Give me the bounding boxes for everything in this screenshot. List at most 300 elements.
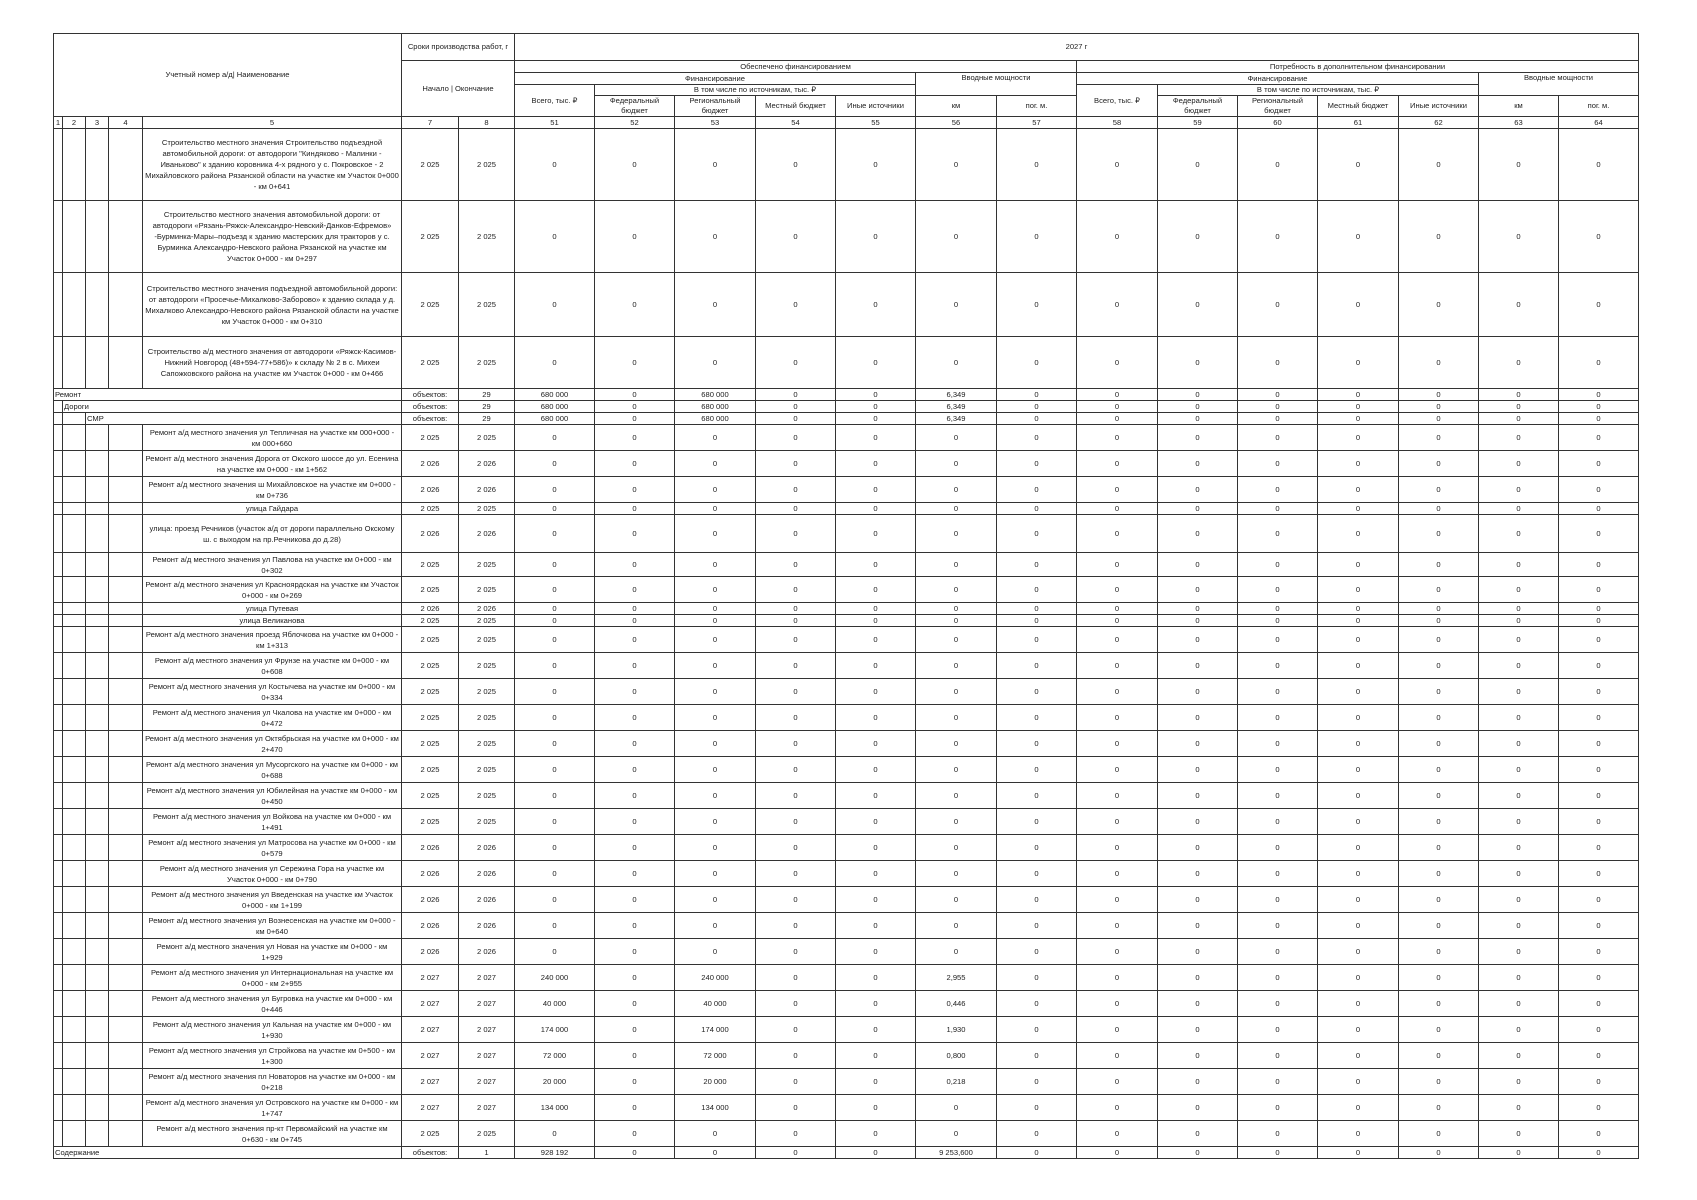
- group-row: [54, 401, 1639, 413]
- value-cell: 0: [756, 835, 836, 861]
- value-cell: 0: [997, 615, 1077, 627]
- value-cell: 0: [836, 413, 916, 425]
- empty-cell: [109, 577, 143, 603]
- value-cell: 0: [1077, 1121, 1158, 1147]
- value-cell: 0: [756, 861, 836, 887]
- value-cell: 0: [1318, 615, 1399, 627]
- empty-cell: [63, 413, 86, 425]
- value-cell: 0: [756, 477, 836, 503]
- empty-cell: [63, 861, 86, 887]
- table-row: [54, 653, 1639, 679]
- value-cell: 0: [595, 577, 675, 603]
- value-cell: 0: [675, 705, 756, 731]
- value-cell: 0: [1399, 1095, 1479, 1121]
- value-cell: 0: [836, 389, 916, 401]
- value-cell: 0: [1158, 615, 1238, 627]
- object-name: Ремонт а/д местного значения ул Интернациональная на участке км 0+000 - км 2+955: [143, 965, 402, 991]
- value-cell: 0: [997, 1017, 1077, 1043]
- empty-cell: [109, 1121, 143, 1147]
- value-cell: 0: [515, 809, 595, 835]
- value-cell: 0: [756, 503, 836, 515]
- value-cell: 0: [1399, 273, 1479, 337]
- value-cell: 0: [1559, 451, 1639, 477]
- empty-cell: [63, 1017, 86, 1043]
- value-cell: 0: [1158, 1095, 1238, 1121]
- empty-cell: [63, 679, 86, 705]
- value-cell: 0: [1077, 515, 1158, 553]
- object-name: Ремонт а/д местного значения ул Чкалова на участке км 0+000 - км 0+472: [143, 705, 402, 731]
- value-cell: 0: [515, 425, 595, 451]
- empty-cell: [109, 1043, 143, 1069]
- table-row: [54, 861, 1639, 887]
- column-number: 57: [997, 117, 1077, 129]
- value-cell: 134 000: [515, 1095, 595, 1121]
- value-cell: 0: [1479, 201, 1559, 273]
- column-number: 51: [515, 117, 595, 129]
- value-cell: 0: [1559, 603, 1639, 615]
- empty-cell: [63, 653, 86, 679]
- object-name: Ремонт а/д местного значения ул Кальная на участке км 0+000 - км 1+930: [143, 1017, 402, 1043]
- empty-cell: [54, 809, 63, 835]
- empty-cell: [63, 451, 86, 477]
- empty-cell: [54, 201, 63, 273]
- empty-cell: [109, 965, 143, 991]
- value-cell: 0: [1559, 413, 1639, 425]
- value-cell: 0: [675, 913, 756, 939]
- value-cell: 0: [1318, 887, 1399, 913]
- header-total-secured: Всего, тыс. ₽: [515, 85, 595, 117]
- value-cell: 0: [1559, 939, 1639, 965]
- value-cell: 0: [515, 577, 595, 603]
- value-cell: 0: [1158, 515, 1238, 553]
- value-cell: 0: [1318, 627, 1399, 653]
- value-cell: 0: [916, 273, 997, 337]
- start-year: 2 025: [402, 615, 459, 627]
- header-financing-need: Финансирование: [1077, 73, 1479, 85]
- header-terms: Сроки производства работ, г: [402, 34, 515, 61]
- value-cell: 0: [997, 553, 1077, 577]
- value-cell: 0: [1479, 757, 1559, 783]
- empty-cell: [86, 965, 109, 991]
- empty-cell: [109, 451, 143, 477]
- value-cell: 0: [1158, 413, 1238, 425]
- table-row: [54, 913, 1639, 939]
- empty-cell: [54, 783, 63, 809]
- value-cell: 0: [595, 627, 675, 653]
- value-cell: 0: [1559, 1147, 1639, 1159]
- value-cell: 0: [916, 603, 997, 615]
- value-cell: 0: [1318, 201, 1399, 273]
- object-name: Ремонт а/д местного значения ул Вознесенская на участке км 0+000 - км 0+640: [143, 913, 402, 939]
- empty-cell: [63, 425, 86, 451]
- value-cell: 0: [515, 653, 595, 679]
- value-cell: 0: [756, 809, 836, 835]
- value-cell: 0: [997, 1095, 1077, 1121]
- value-cell: 0: [997, 679, 1077, 705]
- start-year: 2 027: [402, 1095, 459, 1121]
- value-cell: 0: [1399, 515, 1479, 553]
- empty-cell: [86, 1121, 109, 1147]
- value-cell: 0: [675, 809, 756, 835]
- start-year: 2 025: [402, 201, 459, 273]
- value-cell: 0: [1399, 757, 1479, 783]
- value-cell: 0: [997, 451, 1077, 477]
- value-cell: 0: [836, 809, 916, 835]
- column-number: 59: [1158, 117, 1238, 129]
- table-row: [54, 757, 1639, 783]
- table-row: [54, 1069, 1639, 1095]
- empty-cell: [109, 425, 143, 451]
- value-cell: 0: [1158, 731, 1238, 757]
- value-cell: 0: [515, 939, 595, 965]
- empty-cell: [109, 731, 143, 757]
- table-row: [54, 1043, 1639, 1069]
- value-cell: 0: [1077, 783, 1158, 809]
- value-cell: 0: [1399, 627, 1479, 653]
- value-cell: 0: [756, 679, 836, 705]
- start-year: 2 026: [402, 451, 459, 477]
- empty-cell: [54, 129, 63, 201]
- table-row: [54, 615, 1639, 627]
- value-cell: 0: [997, 913, 1077, 939]
- value-cell: 0: [1479, 615, 1559, 627]
- value-cell: 0: [595, 401, 675, 413]
- value-cell: 0,446: [916, 991, 997, 1017]
- value-cell: 0: [836, 273, 916, 337]
- value-cell: 0: [1158, 425, 1238, 451]
- value-cell: 0: [1318, 603, 1399, 615]
- group-label: Содержание: [54, 1147, 402, 1159]
- value-cell: 0: [1158, 477, 1238, 503]
- empty-cell: [63, 783, 86, 809]
- empty-cell: [86, 627, 109, 653]
- value-cell: 0: [756, 757, 836, 783]
- value-cell: 0: [675, 603, 756, 615]
- value-cell: 0: [836, 835, 916, 861]
- table-row: [54, 627, 1639, 653]
- value-cell: 134 000: [675, 1095, 756, 1121]
- value-cell: 0: [1479, 603, 1559, 615]
- end-year: 2 027: [459, 1069, 515, 1095]
- value-cell: 0: [1238, 861, 1318, 887]
- header-pm-secured: пог. м.: [997, 96, 1077, 117]
- start-year: 2 025: [402, 653, 459, 679]
- value-cell: 0: [1559, 615, 1639, 627]
- start-year: 2 027: [402, 1017, 459, 1043]
- value-cell: 0: [1318, 413, 1399, 425]
- value-cell: 0: [1077, 627, 1158, 653]
- empty-cell: [54, 553, 63, 577]
- value-cell: 0: [836, 887, 916, 913]
- value-cell: 0: [1559, 913, 1639, 939]
- table-row: [54, 577, 1639, 603]
- value-cell: 0: [756, 1095, 836, 1121]
- empty-cell: [54, 939, 63, 965]
- value-cell: 0: [1399, 939, 1479, 965]
- value-cell: 0: [1238, 389, 1318, 401]
- value-cell: 0: [1238, 515, 1318, 553]
- start-year: 2 026: [402, 477, 459, 503]
- table-row: [54, 965, 1639, 991]
- value-cell: 0: [756, 425, 836, 451]
- value-cell: 0: [756, 1069, 836, 1095]
- value-cell: 0: [1559, 337, 1639, 389]
- value-cell: 0: [1077, 809, 1158, 835]
- table-body: [54, 129, 1639, 1159]
- value-cell: 0: [675, 757, 756, 783]
- header-pm-need: пог. м.: [1559, 96, 1639, 117]
- empty-cell: [54, 757, 63, 783]
- empty-cell: [63, 477, 86, 503]
- end-year: 2 025: [459, 553, 515, 577]
- value-cell: 0: [1559, 553, 1639, 577]
- empty-cell: [63, 273, 86, 337]
- value-cell: 0: [595, 835, 675, 861]
- header-capacity-need: Вводные мощности: [1479, 73, 1639, 96]
- empty-cell: [109, 627, 143, 653]
- value-cell: 0: [515, 201, 595, 273]
- empty-cell: [86, 553, 109, 577]
- value-cell: 0: [916, 503, 997, 515]
- value-cell: 680 000: [515, 389, 595, 401]
- value-cell: 0: [1318, 679, 1399, 705]
- end-year: 2 025: [459, 201, 515, 273]
- value-cell: 0: [1479, 515, 1559, 553]
- start-year: 2 026: [402, 887, 459, 913]
- value-cell: 0: [1238, 201, 1318, 273]
- start-year: 2 025: [402, 783, 459, 809]
- object-name: Ремонт а/д местного значения ул Бугровка на участке км 0+000 - км 0+446: [143, 991, 402, 1017]
- value-cell: 0: [515, 757, 595, 783]
- value-cell: 0: [997, 577, 1077, 603]
- header-km-secured: км: [916, 96, 997, 117]
- value-cell: 0: [1238, 1069, 1318, 1095]
- object-name: Ремонт а/д местного значения ул Войкова на участке км 0+000 - км 1+491: [143, 809, 402, 835]
- value-cell: 0: [1559, 653, 1639, 679]
- value-cell: 0: [1318, 861, 1399, 887]
- end-year: 2 025: [459, 679, 515, 705]
- value-cell: 0: [515, 913, 595, 939]
- header-regional-secured: Региональный бюджет: [675, 96, 756, 117]
- value-cell: 0: [595, 653, 675, 679]
- value-cell: 0: [1559, 965, 1639, 991]
- end-year: 2 025: [459, 129, 515, 201]
- value-cell: 0: [675, 1121, 756, 1147]
- object-name: Строительство местного значения автомобильной дороги: от автодороги «Рязань-Ряжск-Александро-Невский-Данков-Ефремов» -Бурминка-Мары–подъезд к зданию мастерских для тракторов у с. Бурминка Александро-Невского района Рязанской на участке км Участок 0+000 - км 0+297: [143, 201, 402, 273]
- start-year: 2 026: [402, 515, 459, 553]
- value-cell: 0: [1559, 679, 1639, 705]
- value-cell: 0: [1238, 783, 1318, 809]
- value-cell: 0: [836, 1095, 916, 1121]
- value-cell: 0: [1077, 653, 1158, 679]
- table-row: [54, 991, 1639, 1017]
- value-cell: 0: [515, 477, 595, 503]
- objects-label: объектов:: [402, 1147, 459, 1159]
- value-cell: 0: [997, 129, 1077, 201]
- value-cell: 0: [595, 731, 675, 757]
- value-cell: 0: [1479, 577, 1559, 603]
- value-cell: 0: [515, 603, 595, 615]
- value-cell: 0: [756, 337, 836, 389]
- value-cell: 0: [1318, 1069, 1399, 1095]
- value-cell: 0: [1158, 913, 1238, 939]
- header-federal-secured: Федеральный бюджет: [595, 96, 675, 117]
- end-year: 2 025: [459, 731, 515, 757]
- value-cell: 0: [675, 861, 756, 887]
- value-cell: 0: [595, 887, 675, 913]
- value-cell: 0: [1479, 809, 1559, 835]
- empty-cell: [63, 991, 86, 1017]
- value-cell: 0: [1318, 515, 1399, 553]
- value-cell: 0: [1318, 705, 1399, 731]
- start-year: 2 025: [402, 757, 459, 783]
- value-cell: 0: [1077, 757, 1158, 783]
- empty-cell: [86, 273, 109, 337]
- objects-label: объектов:: [402, 413, 459, 425]
- value-cell: 0: [997, 991, 1077, 1017]
- empty-cell: [63, 553, 86, 577]
- value-cell: 0: [756, 653, 836, 679]
- value-cell: 0: [515, 783, 595, 809]
- start-year: 2 025: [402, 337, 459, 389]
- empty-cell: [109, 861, 143, 887]
- value-cell: 0: [1479, 129, 1559, 201]
- value-cell: 0: [1559, 1043, 1639, 1069]
- value-cell: 0: [1077, 705, 1158, 731]
- value-cell: 0: [997, 653, 1077, 679]
- table-row: [54, 515, 1639, 553]
- value-cell: 20 000: [515, 1069, 595, 1095]
- end-year: 2 025: [459, 337, 515, 389]
- header-regional-need: Региональный бюджет: [1238, 96, 1318, 117]
- value-cell: 0: [595, 783, 675, 809]
- value-cell: 0: [836, 861, 916, 887]
- value-cell: 0: [1399, 809, 1479, 835]
- value-cell: 0: [595, 515, 675, 553]
- start-year: 2 025: [402, 809, 459, 835]
- value-cell: 0: [595, 615, 675, 627]
- value-cell: 0: [756, 887, 836, 913]
- table-row: [54, 201, 1639, 273]
- value-cell: 0,218: [916, 1069, 997, 1095]
- value-cell: 0: [1238, 679, 1318, 705]
- empty-cell: [109, 503, 143, 515]
- value-cell: 0: [1479, 337, 1559, 389]
- empty-cell: [109, 1095, 143, 1121]
- value-cell: 0: [595, 1017, 675, 1043]
- value-cell: 0: [595, 1095, 675, 1121]
- value-cell: 0: [1559, 129, 1639, 201]
- value-cell: 0: [1479, 783, 1559, 809]
- value-cell: 0: [515, 679, 595, 705]
- value-cell: 0: [1479, 731, 1559, 757]
- value-cell: 0: [1479, 653, 1559, 679]
- value-cell: 0: [756, 939, 836, 965]
- value-cell: 0: [1077, 425, 1158, 451]
- value-cell: 0: [675, 939, 756, 965]
- value-cell: 0: [1158, 273, 1238, 337]
- value-cell: 0: [916, 653, 997, 679]
- table-row: [54, 939, 1639, 965]
- empty-cell: [54, 1095, 63, 1121]
- value-cell: 0: [515, 515, 595, 553]
- value-cell: 0: [1077, 1095, 1158, 1121]
- value-cell: 0: [836, 731, 916, 757]
- value-cell: 0: [1158, 679, 1238, 705]
- value-cell: 0: [1479, 425, 1559, 451]
- empty-cell: [54, 913, 63, 939]
- value-cell: 0: [1479, 627, 1559, 653]
- value-cell: 0: [1158, 451, 1238, 477]
- empty-cell: [63, 705, 86, 731]
- value-cell: 0: [1077, 939, 1158, 965]
- empty-cell: [86, 991, 109, 1017]
- value-cell: 0: [1479, 451, 1559, 477]
- empty-cell: [86, 615, 109, 627]
- table-row: [54, 477, 1639, 503]
- empty-cell: [109, 809, 143, 835]
- value-cell: 0: [997, 503, 1077, 515]
- value-cell: 0: [1318, 577, 1399, 603]
- value-cell: 0: [515, 887, 595, 913]
- column-number: 5: [143, 117, 402, 129]
- value-cell: 0: [1479, 991, 1559, 1017]
- value-cell: 0: [756, 615, 836, 627]
- value-cell: 0: [1399, 413, 1479, 425]
- empty-cell: [54, 603, 63, 615]
- value-cell: 0: [836, 991, 916, 1017]
- value-cell: 0: [1399, 1147, 1479, 1159]
- value-cell: 0: [595, 861, 675, 887]
- table-row: [54, 129, 1639, 201]
- value-cell: 0: [997, 389, 1077, 401]
- value-cell: 0: [916, 835, 997, 861]
- value-cell: 0: [1077, 1043, 1158, 1069]
- value-cell: 0: [1158, 553, 1238, 577]
- value-cell: 0: [756, 1017, 836, 1043]
- empty-cell: [54, 705, 63, 731]
- value-cell: 0: [1238, 129, 1318, 201]
- empty-cell: [109, 477, 143, 503]
- value-cell: 0: [1077, 451, 1158, 477]
- value-cell: 0: [1318, 451, 1399, 477]
- value-cell: 0: [1399, 451, 1479, 477]
- value-cell: 0: [675, 615, 756, 627]
- value-cell: 0: [595, 1043, 675, 1069]
- value-cell: 0: [1318, 653, 1399, 679]
- value-cell: 0: [916, 913, 997, 939]
- empty-cell: [63, 1043, 86, 1069]
- end-year: 2 026: [459, 861, 515, 887]
- value-cell: 0: [1238, 401, 1318, 413]
- empty-cell: [63, 835, 86, 861]
- objects-count: 29: [459, 401, 515, 413]
- column-number: 2: [63, 117, 86, 129]
- empty-cell: [54, 515, 63, 553]
- value-cell: 40 000: [675, 991, 756, 1017]
- value-cell: 0: [1479, 413, 1559, 425]
- value-cell: 0: [1318, 1121, 1399, 1147]
- value-cell: 0: [836, 939, 916, 965]
- start-year: 2 027: [402, 991, 459, 1017]
- object-name: Строительство местного значения Строительство подъездной автомобильной дороги: от автодороги "Киндяково - Малинки - Иваньково" к зданию коровника 4-х рядного у с. Покровское - 2 Михайловского района Рязанской области на участке км Участок 0+000 - км 0+641: [143, 129, 402, 201]
- table-row: [54, 337, 1639, 389]
- object-name: Ремонт а/д местного значения ул Юбилейная на участке км 0+000 - км 0+450: [143, 783, 402, 809]
- value-cell: 0: [756, 1147, 836, 1159]
- column-number: 55: [836, 117, 916, 129]
- value-cell: 0: [675, 731, 756, 757]
- value-cell: 0: [1238, 273, 1318, 337]
